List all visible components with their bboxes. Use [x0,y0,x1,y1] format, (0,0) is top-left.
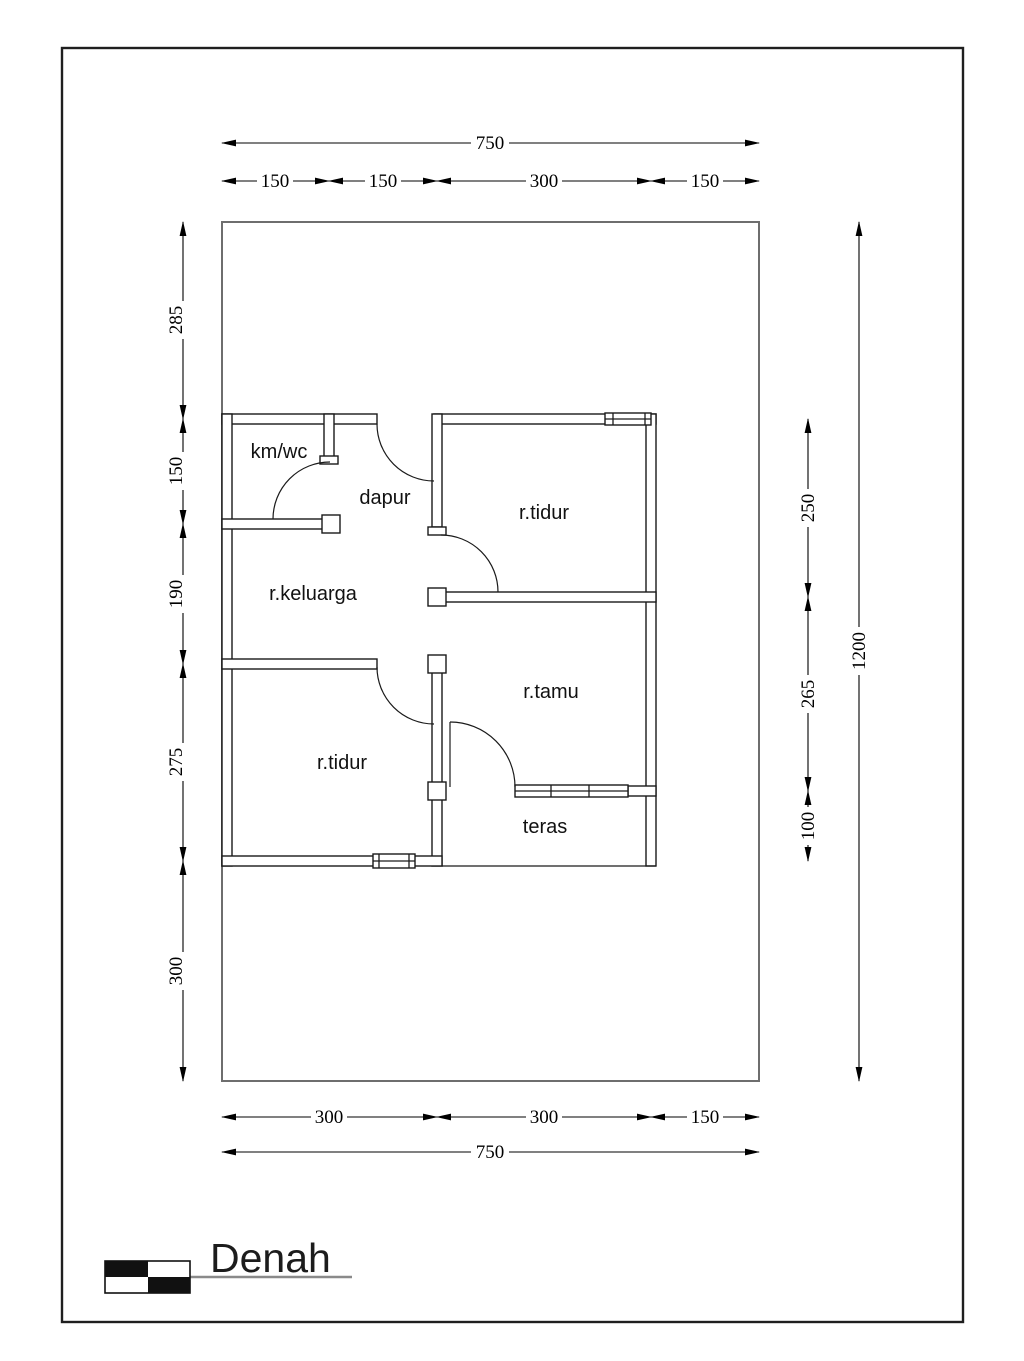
window-tidur-bawah [373,854,415,868]
dim-label: 150 [260,171,290,192]
room-label-tidur-atas: r.tidur [518,502,570,524]
dim-label: 275 [166,747,187,777]
dim-label: 150 [690,1107,720,1128]
post-tamu-top [428,588,446,606]
dim-label: 300 [314,1107,344,1128]
wall-tidur-bawah-right [432,659,442,866]
room-label-teras: teras [522,816,568,838]
dim-label: 300 [529,171,559,192]
window-tidur-atas [605,413,651,425]
scale-checker-icon [105,1261,190,1293]
dim-label: 190 [166,579,187,609]
dim-label: 285 [166,305,187,335]
dim-label: 750 [475,133,505,154]
dim-label: 150 [368,171,398,192]
post-kmwc [322,515,340,533]
drawing-title: Denah [210,1235,331,1281]
wall-kmwc-bottom [222,519,330,529]
dim-label: 750 [475,1142,505,1163]
wall-top-left [222,414,377,424]
room-label-tamu: r.tamu [523,681,579,703]
wall-tamu-top [432,592,656,602]
wall-right [646,414,656,866]
wall-left [222,414,232,866]
room-label-kmwc: km/wc [250,441,308,463]
dim-label: 100 [798,811,819,841]
wall-dapur-right [432,414,442,527]
dim-label: 150 [690,171,720,192]
wall-kmwc-right [324,414,334,460]
post-tidur-bawah [428,655,446,673]
wall-teras-right [628,786,656,796]
dim-label: 250 [798,493,819,523]
dim-label: 300 [529,1107,559,1128]
wall-keluarga-bottom [222,659,377,669]
jamb-dapur [428,527,446,535]
dim-label: 150 [166,456,187,486]
post-teras [428,782,446,800]
sheet-border [62,48,963,1322]
dim-label: 265 [798,679,819,709]
window-teras [515,785,628,797]
room-label-keluarga: r.keluarga [269,583,357,605]
dim-label: 1200 [849,632,870,670]
room-label-tidur-bawah: r.tidur [316,752,368,774]
room-label-dapur: dapur [359,487,411,509]
dim-label: 300 [166,956,187,986]
